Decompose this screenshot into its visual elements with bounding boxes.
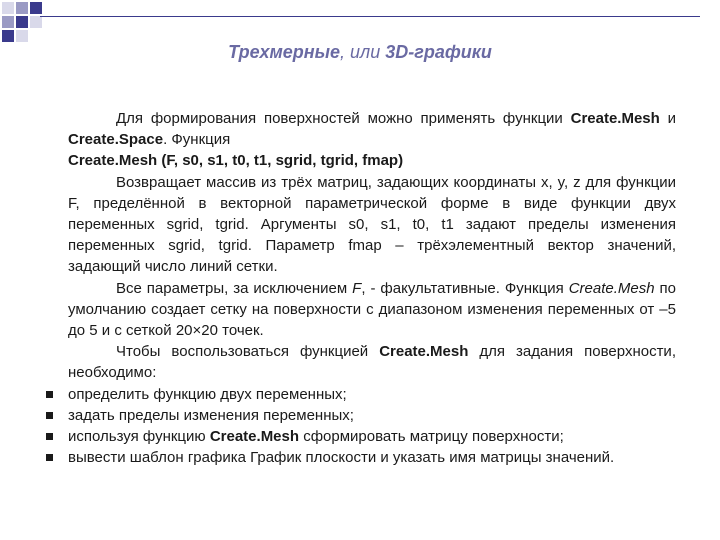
function-name: Create.Mesh bbox=[568, 279, 655, 297]
text: Чтобы воспользоваться функцией bbox=[116, 343, 380, 361]
function-name: Create.Mesh bbox=[209, 428, 300, 446]
deco-square bbox=[30, 16, 42, 28]
bullet-icon bbox=[46, 391, 53, 398]
list-item-text: сформировать матрицу поверхности; bbox=[299, 428, 564, 446]
list-item bbox=[68, 384, 676, 405]
text: , - факультативные. Функция bbox=[361, 279, 569, 297]
title-part-2: , или bbox=[340, 42, 386, 62]
title-part-3: 3D-графики bbox=[385, 42, 492, 62]
deco-square bbox=[2, 16, 14, 28]
slide-body bbox=[68, 108, 676, 468]
text: по умолчанию создает сетку на поверхности с диапазоном изменения переменных от –5 до 5 и с сеткой 20×20 точек. bbox=[68, 279, 676, 340]
bullet-icon bbox=[46, 412, 53, 419]
title-part-1: Трехмерные bbox=[228, 42, 341, 62]
paragraph-intro bbox=[68, 108, 676, 150]
function-name: Create.Space bbox=[68, 131, 164, 149]
deco-square bbox=[30, 2, 42, 14]
list-item-text: используя функцию bbox=[68, 428, 210, 446]
function-name: Create.Mesh bbox=[379, 343, 469, 361]
deco-square bbox=[2, 30, 14, 42]
text: Все параметры, за исключением bbox=[116, 279, 353, 297]
deco-square bbox=[16, 16, 28, 28]
text: и bbox=[659, 110, 676, 127]
bullet-icon bbox=[46, 433, 53, 440]
list-item-text: определить функцию двух переменных; bbox=[68, 385, 347, 403]
steps-list bbox=[68, 384, 676, 469]
list-item bbox=[68, 426, 676, 447]
text: для задания поверхности, необходимо: bbox=[68, 343, 676, 382]
deco-square bbox=[2, 2, 14, 14]
header-rule bbox=[40, 16, 700, 17]
list-item-text: вывести шаблон графика График плоскости и указать имя матрицы значений. bbox=[68, 449, 615, 467]
function-name: Create.Mesh bbox=[570, 110, 660, 127]
slide-title bbox=[0, 42, 720, 63]
param-name: F bbox=[352, 279, 362, 297]
bullet-icon bbox=[46, 454, 53, 461]
paragraph-usage bbox=[68, 341, 676, 383]
deco-square bbox=[16, 2, 28, 14]
list-item bbox=[68, 405, 676, 426]
list-item bbox=[68, 447, 676, 468]
function-signature: Create.Mesh (F, s0, s1, t0, t1, sgrid, tgrid, fmap) bbox=[68, 152, 404, 170]
deco-square bbox=[16, 30, 28, 42]
paragraph-optional-params bbox=[68, 278, 676, 342]
list-item-text: задать пределы изменения переменных; bbox=[68, 406, 354, 424]
paragraph-description: Возвращает массив из трёх матриц, задающих координаты x, y, z для функции F, пределённой в векторной параметрической форме в виде функции двух переменных sgrid, tgrid. Аргументы s0, s1, t0, t1 задают пределы изменения переменных sgrid, tgrid. Параметр fmap – трёхэлементный вектор значений, задающий число линий сетки. bbox=[68, 173, 676, 276]
text: Для формирования поверхностей можно применять функции bbox=[116, 110, 571, 127]
text: . Функция bbox=[163, 131, 231, 149]
